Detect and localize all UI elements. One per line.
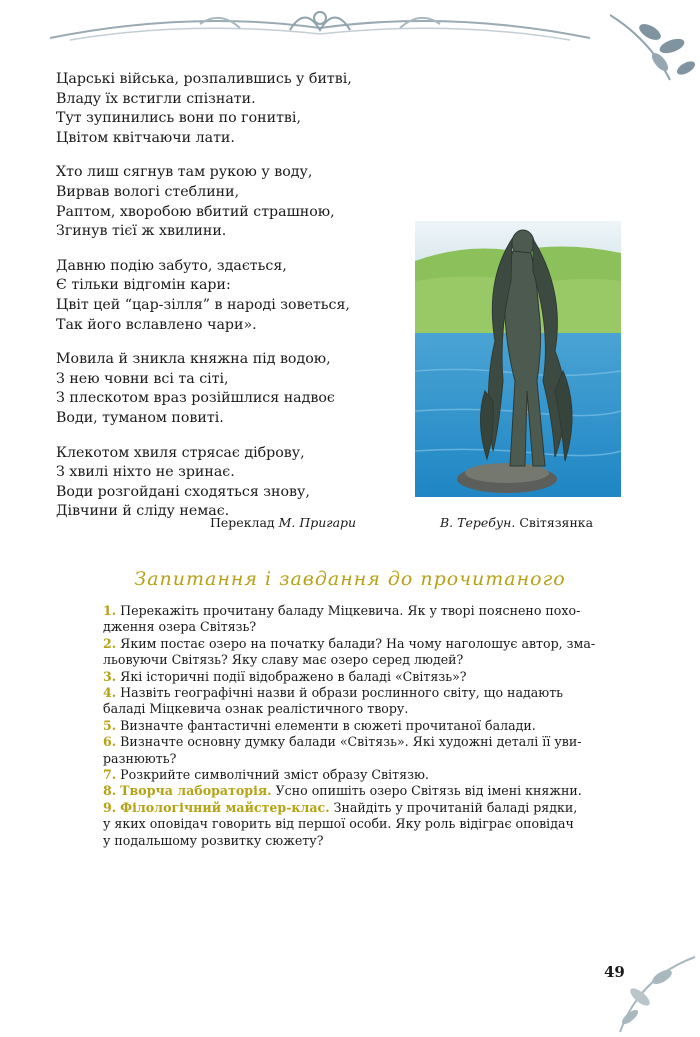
page-number: 49	[604, 963, 625, 981]
poem-line: Хто лиш сягнув там рукою у воду,	[56, 164, 313, 181]
poem-line: З плескотом враз розійшлися надвоє	[56, 390, 335, 407]
question-highlight: Творча лабораторія.	[120, 783, 272, 799]
poem-text	[56, 70, 406, 537]
question-text: у подальшому розвитку сюжету?	[103, 832, 324, 848]
question-text: Яким постає озеро на початку балади? На чому наголошує автор, зма-	[120, 635, 596, 651]
question-text: Які історичні події відображено в баладі «Світязь»?	[120, 668, 467, 684]
question-text: дження озера Світязь?	[103, 619, 257, 635]
poem-line: Мовила й зникла княжна під водою,	[56, 351, 331, 368]
translation-caption	[210, 515, 356, 530]
question-highlight: Філологічний майстер-клас.	[120, 799, 330, 815]
photo-caption	[440, 515, 593, 530]
poem-line: Царські війська, розпалившись у битві,	[56, 71, 352, 87]
question-text: баладі Міцкевича ознак реалістичного твору.	[103, 701, 409, 717]
question-text: Перекажіть прочитану баладу Міцкевича. Як у творі пояснено похо-	[120, 603, 581, 618]
question-text: разнюють?	[103, 750, 177, 766]
top-ornament	[40, 0, 600, 50]
stanza	[56, 163, 406, 241]
question-text: Визначте фантастичні елементи в сюжеті прочитаної балади.	[120, 717, 536, 733]
questions-list	[103, 603, 623, 849]
poem-line: Давню подію забуто, здається,	[56, 257, 287, 274]
poem-line: Дівчини й сліду немає.	[56, 503, 230, 520]
question-text: Розкрийте символічний зміст образу Світязю.	[120, 767, 429, 783]
section-title: Запитання і завдання до прочитаного	[134, 568, 566, 590]
poem-line: Води розгойдані сходяться знову,	[56, 483, 310, 500]
question-item	[103, 800, 623, 849]
question-number: 4.	[103, 685, 117, 701]
poem-line: Вирвав вологі стеблини,	[56, 183, 240, 200]
stanza	[56, 257, 406, 335]
question-text: Знайдіть у прочитаній баладі рядки,	[329, 799, 578, 815]
stanza	[56, 444, 406, 522]
question-number: 2.	[103, 635, 117, 651]
question-item	[103, 767, 623, 783]
poem-line: Клекотом хвиля стрясає діброву,	[56, 444, 305, 461]
caption-prefix: Переклад	[210, 515, 279, 530]
photo-author: В. Теребун	[440, 515, 512, 530]
question-item	[103, 603, 623, 636]
translator-name: М. Пригари	[278, 515, 357, 530]
question-number: 6.	[103, 734, 117, 750]
poem-line: Згинув тієї ж хвилини.	[56, 223, 227, 240]
poem-line: Тут зупинились вони по гонитві,	[56, 110, 301, 127]
question-item	[103, 669, 623, 685]
poem-line: Так його вславлено чари».	[56, 316, 257, 333]
poem-line: Цвіт цей “цар-зілля” в народі зоветься,	[56, 296, 350, 313]
question-text: Усно опишіть озеро Світязь від імені княжни.	[271, 783, 582, 799]
question-number: 1.	[103, 603, 117, 618]
stanza	[56, 350, 406, 428]
poem-line: Є тільки відгомін кари:	[56, 277, 231, 294]
question-item	[103, 636, 623, 669]
poem-line: Раптом, хворобою вбитий страшною,	[56, 203, 335, 220]
svityazianka-statue-photo	[415, 221, 621, 497]
poem-line: Цвітом квітчаючи лати.	[56, 129, 235, 146]
question-item	[103, 718, 623, 734]
photo-title: . Світязянка	[511, 515, 594, 530]
question-number: 8.	[103, 783, 117, 799]
poem-line: З хвилі ніхто не зринає.	[56, 464, 235, 481]
question-text: Назвіть географічні назви й образи рослинного світу, що надають	[120, 685, 564, 701]
leaf-ornament-bottom-right	[600, 947, 700, 1037]
poem-line: Води, туманом повиті.	[56, 409, 224, 426]
question-number: 9.	[103, 799, 117, 815]
question-number: 7.	[103, 767, 117, 783]
question-item	[103, 685, 623, 718]
question-number: 3.	[103, 668, 117, 684]
poem-line: Владу їх встигли спізнати.	[56, 90, 256, 107]
question-text: льовуючи Світязь? Яку славу має озеро серед людей?	[103, 652, 464, 668]
question-item	[103, 734, 623, 767]
question-item	[103, 783, 623, 799]
poem-line: З нею човни всі та сіті,	[56, 370, 229, 387]
question-number: 5.	[103, 717, 117, 733]
question-text: у яких оповідач говорить від першої особи. Яку роль відіграє оповідач	[103, 816, 574, 832]
stanza	[56, 70, 406, 148]
question-text: Визначте основну думку балади «Світязь». Які художні деталі її уви-	[120, 734, 582, 750]
leaf-ornament-top-right	[610, 10, 700, 90]
